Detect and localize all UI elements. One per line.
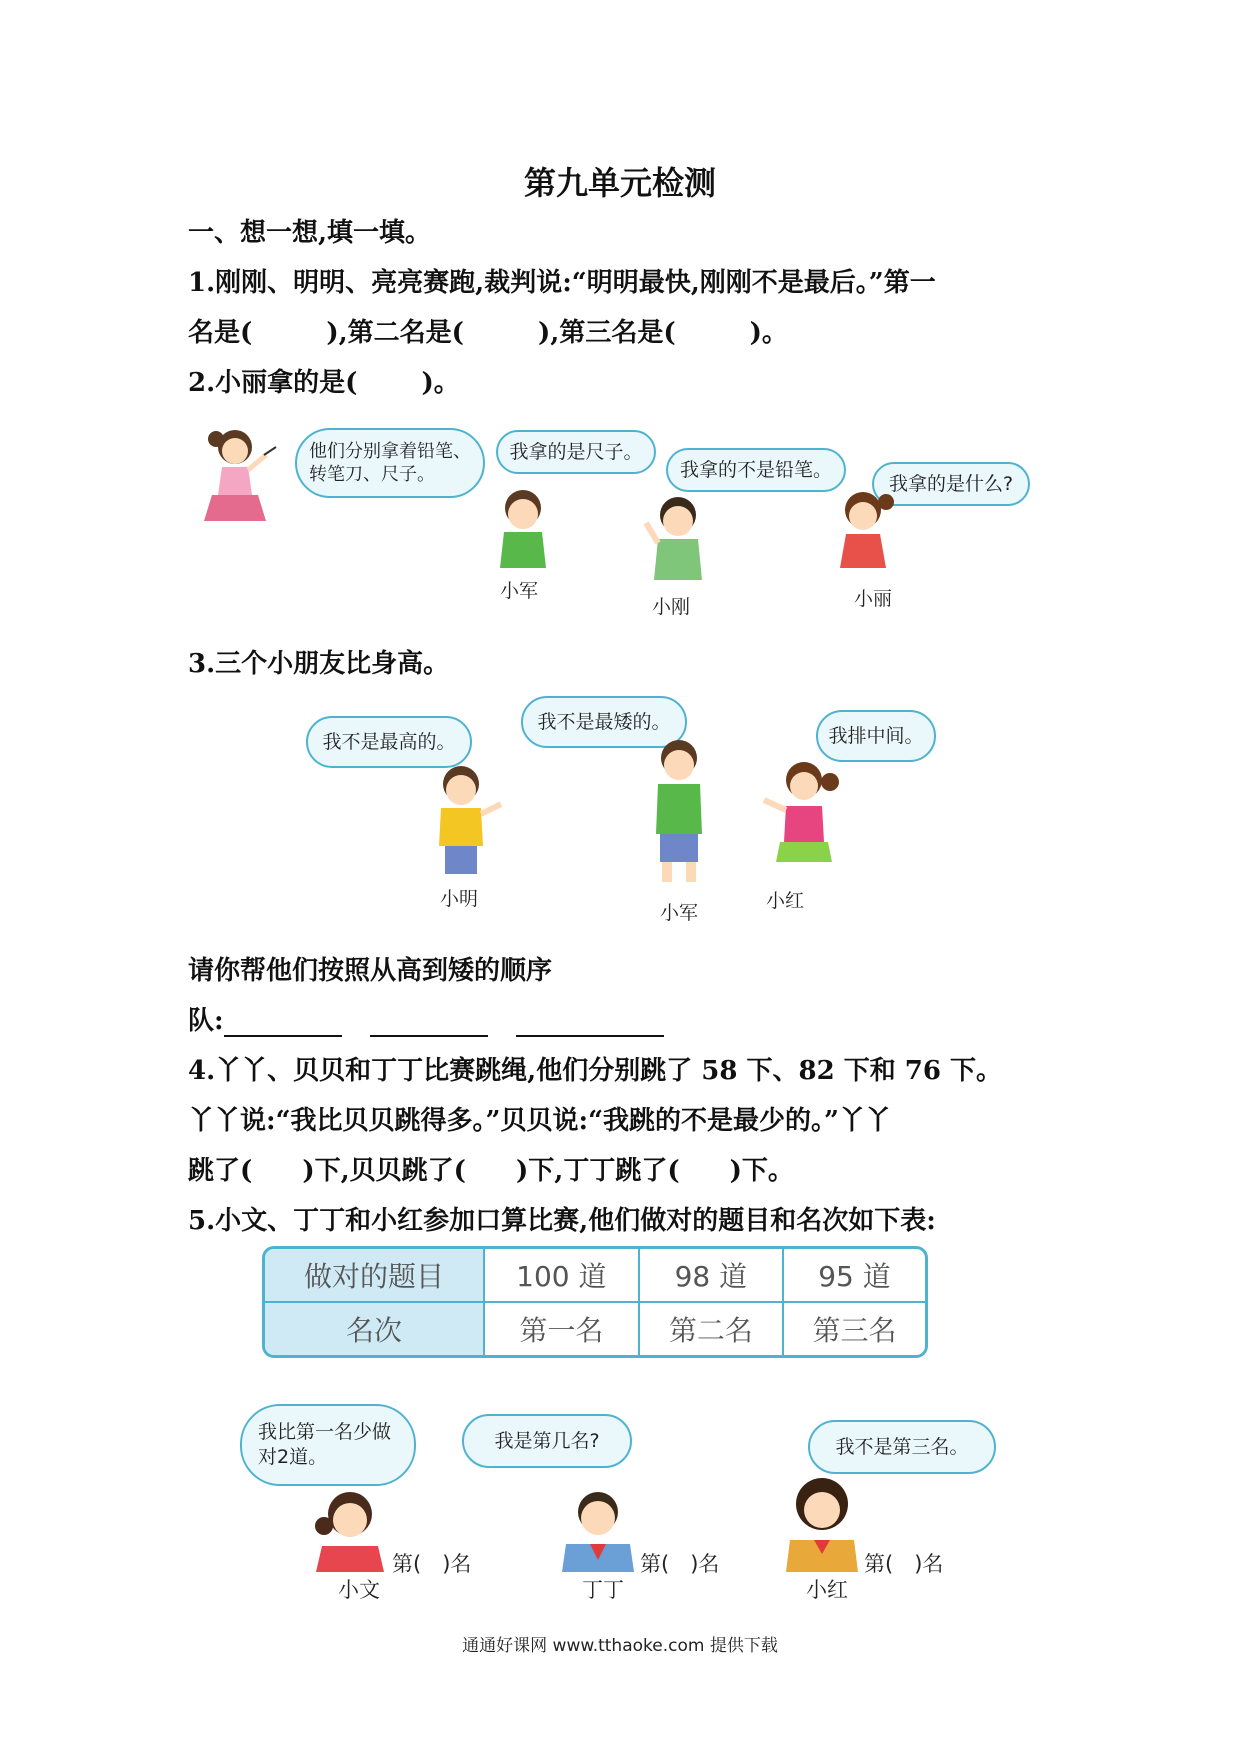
q1-text-d: )。 — [749, 318, 788, 348]
boy-figure-icon — [556, 1486, 638, 1572]
table-row — [265, 1249, 925, 1303]
footer-text: 通通好课网 www.tthaoke.com 提供下载 — [462, 1636, 778, 1656]
q5-title: 5.小文、丁丁和小红参加口算比赛,他们做对的题目和名次如下表: — [188, 1206, 936, 1236]
q2-bubble-3: 我拿的不是铅笔。 — [666, 448, 846, 492]
q4-text-a: 跳了( — [188, 1156, 253, 1186]
q3-answer-line-3[interactable] — [516, 1009, 664, 1037]
q4-text-c: )下,丁丁跳了( — [515, 1156, 680, 1186]
q1-line2 — [188, 312, 788, 349]
q2-name-3: 小丽 — [854, 588, 893, 610]
q3-instruction: 请你帮他们按照从高到矮的顺序 — [188, 956, 553, 986]
q3-answer-line-1[interactable] — [224, 1009, 342, 1037]
q2-name-1: 小军 — [500, 580, 539, 602]
q2-name-2: 小刚 — [652, 596, 691, 618]
q4-text-b: )下,贝贝跳了( — [302, 1156, 466, 1186]
q3-name-3: 小红 — [766, 890, 805, 912]
ranking-table — [262, 1246, 928, 1358]
table-cell: 名次 — [265, 1303, 485, 1355]
q2-bubble-4: 我拿的是什么? — [872, 462, 1030, 506]
girl-figure-icon — [200, 425, 280, 530]
page-title: 第九单元检测 — [523, 164, 716, 202]
boy-figure-icon — [488, 488, 558, 573]
q5-name-2: 丁丁 — [582, 1578, 624, 1602]
q4-line3 — [188, 1150, 794, 1187]
q1-text-a: 名是( — [188, 318, 253, 348]
q2-text-b: )。 — [421, 368, 460, 398]
q1-line1: 1.刚刚、明明、亮亮赛跑,裁判说:“明明最快,刚刚不是最后。”第一 — [188, 268, 936, 298]
girl-figure-icon — [308, 1486, 390, 1572]
q3-bubble-3: 我排中间。 — [816, 710, 936, 762]
q3-bubble-1: 我不是最高的。 — [306, 716, 472, 768]
q2-bubble-2: 我拿的是尺子。 — [496, 430, 656, 474]
table-row — [265, 1303, 925, 1355]
q2-line — [188, 362, 460, 399]
q1-text-b: ),第二名是( — [326, 318, 464, 348]
q5-rank-3[interactable]: 第( )名 — [864, 1552, 944, 1576]
table-cell: 98 道 — [640, 1249, 784, 1303]
boy-figure-icon — [644, 738, 714, 888]
q1-text-c: ),第三名是( — [537, 318, 676, 348]
boy-figure-icon — [640, 495, 710, 585]
table-cell: 第二名 — [640, 1303, 784, 1355]
section-heading: 一、想一想,填一填。 — [188, 218, 432, 248]
q5-rank-1[interactable]: 第( )名 — [392, 1552, 472, 1576]
q3-answer-row — [188, 1000, 664, 1037]
q5-bubble-1: 我比第一名少做对2道。 — [240, 1404, 416, 1486]
girl-figure-icon — [780, 1474, 862, 1572]
q3-answer-line-2[interactable] — [370, 1009, 488, 1037]
table-cell: 第三名 — [812, 1314, 897, 1347]
q5-bubble-2: 我是第几名? — [462, 1414, 632, 1468]
q3-name-1: 小明 — [440, 888, 479, 910]
q5-name-1: 小文 — [338, 1578, 380, 1602]
table-cell: 做对的题目 — [265, 1249, 485, 1303]
q3-title: 3.三个小朋友比身高。 — [188, 649, 450, 679]
girl-figure-icon — [828, 488, 903, 573]
table-cell: 100 道 — [485, 1249, 640, 1303]
boy-figure-icon — [425, 764, 505, 882]
q5-bubble-3: 我不是第三名。 — [808, 1420, 996, 1474]
q3-name-2: 小军 — [660, 902, 699, 924]
q2-text-a: 2.小丽拿的是( — [188, 368, 358, 398]
q5-name-3: 小红 — [806, 1578, 848, 1602]
q2-bubble-1: 他们分别拿着铅笔、转笔刀、尺子。 — [295, 428, 485, 498]
table-cell: 95 道 — [784, 1249, 925, 1303]
q3-bubble-2: 我不是最矮的。 — [521, 696, 687, 748]
q4-line2: 丫丫说:“我比贝贝跳得多。”贝贝说:“我跳的不是最少的。”丫丫 — [188, 1106, 892, 1136]
q4-text-d: )下。 — [729, 1156, 794, 1186]
q3-row-label: 队: — [188, 1006, 224, 1036]
table-cell: 第一名 — [485, 1303, 640, 1355]
q4-line1: 4.丫丫、贝贝和丁丁比赛跳绳,他们分别跳了 58 下、82 下和 76 下。 — [188, 1056, 1002, 1086]
girl-figure-icon — [758, 758, 848, 886]
q5-rank-2[interactable]: 第( )名 — [640, 1552, 720, 1576]
